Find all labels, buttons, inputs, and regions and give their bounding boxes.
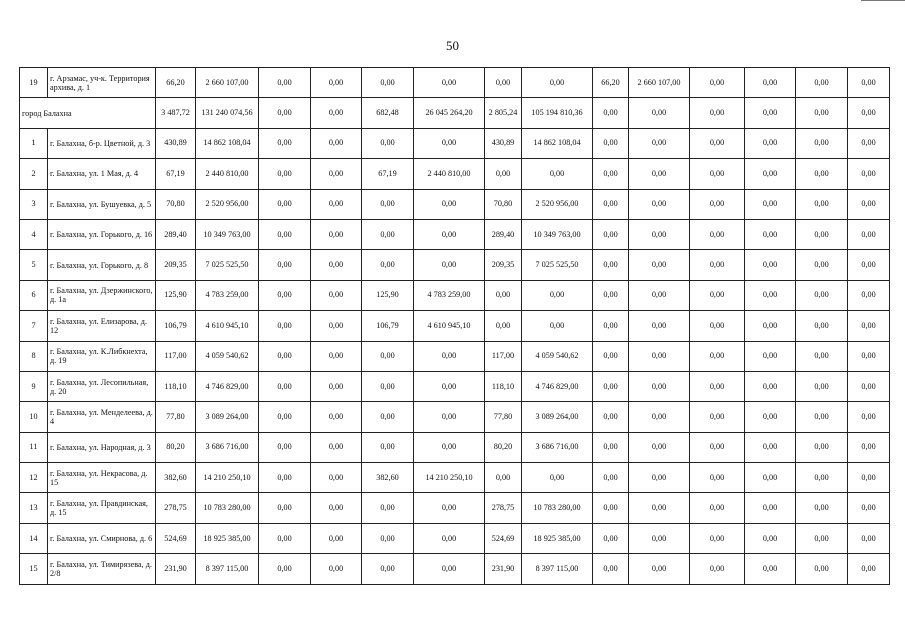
- address-cell: г. Балахна, ул. Елизарова, д. 12: [48, 311, 156, 341]
- value-cell: 4 783 259,00: [414, 280, 485, 310]
- value-cell: 0,00: [796, 554, 848, 584]
- table-row: [20, 493, 890, 523]
- value-cell: 0,00: [629, 98, 690, 128]
- value-cell: 0,00: [690, 189, 745, 219]
- value-cell: 0,00: [745, 432, 796, 462]
- value-cell: 0,00: [629, 280, 690, 310]
- address-cell: г. Балахна, ул. Правдинская, д. 15: [48, 493, 156, 523]
- value-cell: 0,00: [745, 219, 796, 249]
- value-cell: 0,00: [796, 128, 848, 158]
- value-cell: 2 520 956,00: [196, 189, 259, 219]
- value-cell: 0,00: [848, 280, 890, 310]
- table-row: [20, 554, 890, 584]
- address-cell: г. Балахна, ул. Бушуевка, д. 5: [48, 189, 156, 219]
- value-cell: 77,80: [156, 402, 196, 432]
- row-number: 10: [20, 402, 48, 432]
- value-cell: 0,00: [848, 523, 890, 553]
- address-cell: г. Балахна, ул. Дзержинского, д. 1а: [48, 280, 156, 310]
- value-cell: 10 783 280,00: [522, 493, 593, 523]
- value-cell: 18 925 385,00: [522, 523, 593, 553]
- value-cell: 0,00: [629, 341, 690, 371]
- address-cell: г. Балахна, ул. Некрасова, д. 15: [48, 463, 156, 493]
- address-cell: г. Арзамас, уч-к. Территория архива, д. 1: [48, 68, 156, 98]
- value-cell: 3 686 716,00: [196, 432, 259, 462]
- value-cell: 0,00: [414, 128, 485, 158]
- value-cell: 0,00: [690, 98, 745, 128]
- value-cell: 209,35: [156, 250, 196, 280]
- value-cell: 0,00: [362, 219, 414, 249]
- value-cell: 0,00: [796, 189, 848, 219]
- value-cell: 0,00: [745, 98, 796, 128]
- row-number: 7: [20, 311, 48, 341]
- value-cell: 4 610 945,10: [196, 311, 259, 341]
- table-row: [20, 432, 890, 462]
- row-number: 9: [20, 371, 48, 401]
- value-cell: 0,00: [848, 189, 890, 219]
- value-cell: 0,00: [311, 68, 362, 98]
- value-cell: 0,00: [522, 280, 593, 310]
- value-cell: 0,00: [259, 98, 311, 128]
- value-cell: 0,00: [796, 159, 848, 189]
- value-cell: 0,00: [311, 250, 362, 280]
- value-cell: 0,00: [311, 371, 362, 401]
- value-cell: 0,00: [593, 402, 629, 432]
- value-cell: 0,00: [414, 219, 485, 249]
- value-cell: 0,00: [522, 311, 593, 341]
- value-cell: 0,00: [796, 68, 848, 98]
- value-cell: 0,00: [745, 463, 796, 493]
- value-cell: 0,00: [745, 68, 796, 98]
- value-cell: 0,00: [362, 493, 414, 523]
- value-cell: 0,00: [629, 219, 690, 249]
- value-cell: 0,00: [259, 493, 311, 523]
- value-cell: 0,00: [414, 371, 485, 401]
- value-cell: 382,60: [362, 463, 414, 493]
- table-row: [20, 280, 890, 310]
- value-cell: 0,00: [259, 250, 311, 280]
- value-cell: 0,00: [414, 250, 485, 280]
- value-cell: 0,00: [259, 68, 311, 98]
- value-cell: 0,00: [796, 98, 848, 128]
- value-cell: 4 746 829,00: [196, 371, 259, 401]
- value-cell: 0,00: [745, 371, 796, 401]
- value-cell: 0,00: [690, 402, 745, 432]
- value-cell: 0,00: [485, 311, 522, 341]
- value-cell: 0,00: [593, 250, 629, 280]
- table-row: [20, 463, 890, 493]
- value-cell: 0,00: [690, 493, 745, 523]
- value-cell: 118,10: [156, 371, 196, 401]
- value-cell: 0,00: [796, 432, 848, 462]
- table-row: [20, 341, 890, 371]
- value-cell: 26 045 264,20: [414, 98, 485, 128]
- value-cell: 0,00: [629, 189, 690, 219]
- value-cell: 0,00: [745, 159, 796, 189]
- value-cell: 0,00: [362, 523, 414, 553]
- value-cell: 0,00: [362, 250, 414, 280]
- value-cell: 0,00: [259, 463, 311, 493]
- value-cell: 0,00: [690, 432, 745, 462]
- value-cell: 0,00: [362, 341, 414, 371]
- value-cell: 0,00: [629, 128, 690, 158]
- table-row: [20, 159, 890, 189]
- value-cell: 14 210 250,10: [196, 463, 259, 493]
- value-cell: 0,00: [362, 432, 414, 462]
- value-cell: 0,00: [690, 219, 745, 249]
- value-cell: 524,69: [485, 523, 522, 553]
- value-cell: 0,00: [690, 128, 745, 158]
- row-number: 12: [20, 463, 48, 493]
- value-cell: 0,00: [362, 128, 414, 158]
- value-cell: 7 025 525,50: [196, 250, 259, 280]
- value-cell: 2 660 107,00: [196, 68, 259, 98]
- value-cell: 0,00: [485, 280, 522, 310]
- value-cell: 70,80: [156, 189, 196, 219]
- value-cell: 118,10: [485, 371, 522, 401]
- value-cell: 0,00: [593, 311, 629, 341]
- value-cell: 0,00: [485, 68, 522, 98]
- value-cell: 0,00: [848, 463, 890, 493]
- row-number: 3: [20, 189, 48, 219]
- address-cell: г. Балахна, ул. Горького, д. 16: [48, 219, 156, 249]
- page-number: 50: [446, 38, 459, 53]
- value-cell: 0,00: [414, 341, 485, 371]
- value-cell: 4 746 829,00: [522, 371, 593, 401]
- value-cell: 0,00: [629, 463, 690, 493]
- value-cell: 0,00: [593, 432, 629, 462]
- value-cell: 125,90: [362, 280, 414, 310]
- value-cell: 0,00: [593, 98, 629, 128]
- value-cell: 0,00: [629, 159, 690, 189]
- table-row: [20, 98, 890, 128]
- value-cell: 0,00: [629, 311, 690, 341]
- value-cell: 0,00: [593, 371, 629, 401]
- value-cell: 4 059 540,62: [522, 341, 593, 371]
- value-cell: 0,00: [629, 432, 690, 462]
- value-cell: 8 397 115,00: [522, 554, 593, 584]
- address-cell: г. Балахна, ул. Лесопильная, д. 20: [48, 371, 156, 401]
- value-cell: 0,00: [311, 493, 362, 523]
- value-cell: 0,00: [848, 159, 890, 189]
- value-cell: 0,00: [522, 68, 593, 98]
- value-cell: 0,00: [745, 402, 796, 432]
- value-cell: 0,00: [848, 493, 890, 523]
- value-cell: 0,00: [629, 554, 690, 584]
- value-cell: 0,00: [593, 554, 629, 584]
- value-cell: 0,00: [414, 189, 485, 219]
- value-cell: 0,00: [593, 280, 629, 310]
- value-cell: 0,00: [414, 68, 485, 98]
- table-row: [20, 402, 890, 432]
- value-cell: 0,00: [414, 493, 485, 523]
- value-cell: 0,00: [362, 68, 414, 98]
- value-cell: 0,00: [690, 250, 745, 280]
- value-cell: 0,00: [745, 189, 796, 219]
- address-cell: г. Балахна, ул. Тимирязева, д. 2/8: [48, 554, 156, 584]
- value-cell: 2 660 107,00: [629, 68, 690, 98]
- value-cell: 0,00: [414, 432, 485, 462]
- value-cell: 0,00: [796, 280, 848, 310]
- value-cell: 0,00: [259, 311, 311, 341]
- value-cell: 0,00: [745, 341, 796, 371]
- value-cell: 0,00: [745, 128, 796, 158]
- value-cell: 106,79: [362, 311, 414, 341]
- value-cell: 0,00: [259, 432, 311, 462]
- value-cell: 0,00: [311, 219, 362, 249]
- value-cell: 3 089 264,00: [522, 402, 593, 432]
- value-cell: 0,00: [690, 523, 745, 553]
- table-body: [20, 68, 890, 585]
- value-cell: 0,00: [745, 311, 796, 341]
- value-cell: 0,00: [848, 371, 890, 401]
- address-cell: г. Балахна, ул. Менделеева, д. 4: [48, 402, 156, 432]
- value-cell: 0,00: [522, 463, 593, 493]
- value-cell: 105 194 810,36: [522, 98, 593, 128]
- value-cell: 0,00: [311, 128, 362, 158]
- address-cell: г. Балахна, ул. К.Либкнехта, д. 19: [48, 341, 156, 371]
- value-cell: 0,00: [848, 432, 890, 462]
- value-cell: 67,19: [362, 159, 414, 189]
- address-cell: г. Балахна, ул. 1 Мая, д. 4: [48, 159, 156, 189]
- value-cell: 0,00: [311, 189, 362, 219]
- value-cell: 0,00: [259, 159, 311, 189]
- row-number: 15: [20, 554, 48, 584]
- value-cell: 524,69: [156, 523, 196, 553]
- value-cell: 18 925 385,00: [196, 523, 259, 553]
- value-cell: 4 059 540,62: [196, 341, 259, 371]
- value-cell: 0,00: [259, 554, 311, 584]
- value-cell: 2 440 810,00: [196, 159, 259, 189]
- value-cell: 0,00: [690, 554, 745, 584]
- value-cell: 7 025 525,50: [522, 250, 593, 280]
- value-cell: 289,40: [156, 219, 196, 249]
- value-cell: 0,00: [745, 250, 796, 280]
- value-cell: 0,00: [796, 493, 848, 523]
- value-cell: 0,00: [593, 463, 629, 493]
- value-cell: 0,00: [259, 280, 311, 310]
- value-cell: 10 349 763,00: [522, 219, 593, 249]
- value-cell: 117,00: [485, 341, 522, 371]
- row-number: 14: [20, 523, 48, 553]
- row-number: 8: [20, 341, 48, 371]
- value-cell: 0,00: [311, 463, 362, 493]
- row-number: 6: [20, 280, 48, 310]
- table-row: [20, 371, 890, 401]
- value-cell: 430,89: [156, 128, 196, 158]
- value-cell: 3 089 264,00: [196, 402, 259, 432]
- value-cell: 0,00: [848, 341, 890, 371]
- row-number: 19: [20, 68, 48, 98]
- value-cell: 0,00: [629, 493, 690, 523]
- value-cell: 0,00: [690, 371, 745, 401]
- value-cell: 0,00: [593, 523, 629, 553]
- value-cell: 0,00: [414, 402, 485, 432]
- value-cell: 0,00: [362, 189, 414, 219]
- value-cell: 0,00: [629, 250, 690, 280]
- value-cell: 0,00: [745, 493, 796, 523]
- value-cell: 0,00: [362, 371, 414, 401]
- value-cell: 0,00: [745, 280, 796, 310]
- address-cell: г. Балахна, б-р. Цветной, д. 3: [48, 128, 156, 158]
- value-cell: 0,00: [259, 189, 311, 219]
- value-cell: 3 487,72: [156, 98, 196, 128]
- value-cell: 66,20: [156, 68, 196, 98]
- value-cell: 14 210 250,10: [414, 463, 485, 493]
- value-cell: 0,00: [259, 523, 311, 553]
- value-cell: 0,00: [796, 371, 848, 401]
- value-cell: 131 240 074,56: [196, 98, 259, 128]
- address-cell: г. Балахна, ул. Горького, д. 8: [48, 250, 156, 280]
- edge-line: [861, 0, 905, 1]
- row-number: 1: [20, 128, 48, 158]
- value-cell: 0,00: [259, 402, 311, 432]
- value-cell: 8 397 115,00: [196, 554, 259, 584]
- table-row: [20, 219, 890, 249]
- value-cell: 0,00: [485, 463, 522, 493]
- value-cell: 125,90: [156, 280, 196, 310]
- value-cell: 70,80: [485, 189, 522, 219]
- value-cell: 0,00: [848, 98, 890, 128]
- value-cell: 106,79: [156, 311, 196, 341]
- value-cell: 0,00: [848, 311, 890, 341]
- value-cell: 0,00: [593, 219, 629, 249]
- value-cell: 117,00: [156, 341, 196, 371]
- table-row: [20, 523, 890, 553]
- row-number: 2: [20, 159, 48, 189]
- value-cell: 0,00: [796, 219, 848, 249]
- value-cell: 209,35: [485, 250, 522, 280]
- value-cell: 231,90: [156, 554, 196, 584]
- address-cell: г. Балахна, ул. Смирнова, д. 6: [48, 523, 156, 553]
- value-cell: 0,00: [690, 341, 745, 371]
- value-cell: 0,00: [796, 341, 848, 371]
- value-cell: 0,00: [259, 341, 311, 371]
- value-cell: 2 440 810,00: [414, 159, 485, 189]
- table-row: [20, 250, 890, 280]
- value-cell: 14 862 108,04: [522, 128, 593, 158]
- value-cell: 0,00: [796, 311, 848, 341]
- value-cell: 0,00: [485, 159, 522, 189]
- row-number: 4: [20, 219, 48, 249]
- value-cell: 0,00: [311, 341, 362, 371]
- value-cell: 0,00: [593, 493, 629, 523]
- value-cell: 2 805,24: [485, 98, 522, 128]
- value-cell: 0,00: [362, 402, 414, 432]
- value-cell: 231,90: [485, 554, 522, 584]
- value-cell: 0,00: [796, 463, 848, 493]
- value-cell: 0,00: [311, 432, 362, 462]
- value-cell: 0,00: [311, 98, 362, 128]
- value-cell: 14 862 108,04: [196, 128, 259, 158]
- value-cell: 80,20: [485, 432, 522, 462]
- value-cell: 0,00: [311, 554, 362, 584]
- row-number: 11: [20, 432, 48, 462]
- value-cell: 289,40: [485, 219, 522, 249]
- value-cell: 0,00: [311, 311, 362, 341]
- value-cell: 0,00: [414, 523, 485, 553]
- value-cell: 66,20: [593, 68, 629, 98]
- value-cell: 10 349 763,00: [196, 219, 259, 249]
- value-cell: 0,00: [311, 159, 362, 189]
- value-cell: 67,19: [156, 159, 196, 189]
- value-cell: 0,00: [848, 402, 890, 432]
- row-number: 13: [20, 493, 48, 523]
- value-cell: 0,00: [259, 371, 311, 401]
- value-cell: 0,00: [414, 554, 485, 584]
- value-cell: 382,60: [156, 463, 196, 493]
- value-cell: 682,48: [362, 98, 414, 128]
- value-cell: 0,00: [522, 159, 593, 189]
- value-cell: 0,00: [629, 371, 690, 401]
- table-row: [20, 189, 890, 219]
- value-cell: 0,00: [629, 402, 690, 432]
- value-cell: 0,00: [796, 523, 848, 553]
- value-cell: 0,00: [259, 128, 311, 158]
- value-cell: 430,89: [485, 128, 522, 158]
- value-cell: 0,00: [690, 463, 745, 493]
- value-cell: 0,00: [362, 554, 414, 584]
- value-cell: 10 783 280,00: [196, 493, 259, 523]
- value-cell: 0,00: [690, 68, 745, 98]
- value-cell: 0,00: [796, 250, 848, 280]
- value-cell: 2 520 956,00: [522, 189, 593, 219]
- value-cell: 0,00: [593, 159, 629, 189]
- table-row: [20, 311, 890, 341]
- value-cell: 0,00: [593, 128, 629, 158]
- value-cell: 0,00: [311, 523, 362, 553]
- value-cell: 0,00: [848, 250, 890, 280]
- value-cell: 77,80: [485, 402, 522, 432]
- value-cell: 0,00: [311, 280, 362, 310]
- address-cell: г. Балахна, ул. Народная, д. 3: [48, 432, 156, 462]
- value-cell: 0,00: [593, 189, 629, 219]
- value-cell: 0,00: [848, 554, 890, 584]
- table-row: [20, 128, 890, 158]
- value-cell: 0,00: [311, 402, 362, 432]
- value-cell: 0,00: [629, 523, 690, 553]
- value-cell: 0,00: [745, 523, 796, 553]
- data-table: [19, 67, 890, 585]
- table-row: [20, 68, 890, 98]
- value-cell: 0,00: [848, 68, 890, 98]
- value-cell: 278,75: [485, 493, 522, 523]
- value-cell: 3 686 716,00: [522, 432, 593, 462]
- value-cell: 0,00: [593, 341, 629, 371]
- value-cell: 4 610 945,10: [414, 311, 485, 341]
- value-cell: 0,00: [690, 280, 745, 310]
- value-cell: 0,00: [848, 128, 890, 158]
- value-cell: 0,00: [259, 219, 311, 249]
- value-cell: 0,00: [745, 554, 796, 584]
- value-cell: 0,00: [796, 402, 848, 432]
- subtotal-label: город Балахна: [20, 98, 156, 128]
- value-cell: 80,20: [156, 432, 196, 462]
- row-number: 5: [20, 250, 48, 280]
- value-cell: 278,75: [156, 493, 196, 523]
- value-cell: 0,00: [690, 311, 745, 341]
- value-cell: 0,00: [848, 219, 890, 249]
- value-cell: 0,00: [690, 159, 745, 189]
- value-cell: 4 783 259,00: [196, 280, 259, 310]
